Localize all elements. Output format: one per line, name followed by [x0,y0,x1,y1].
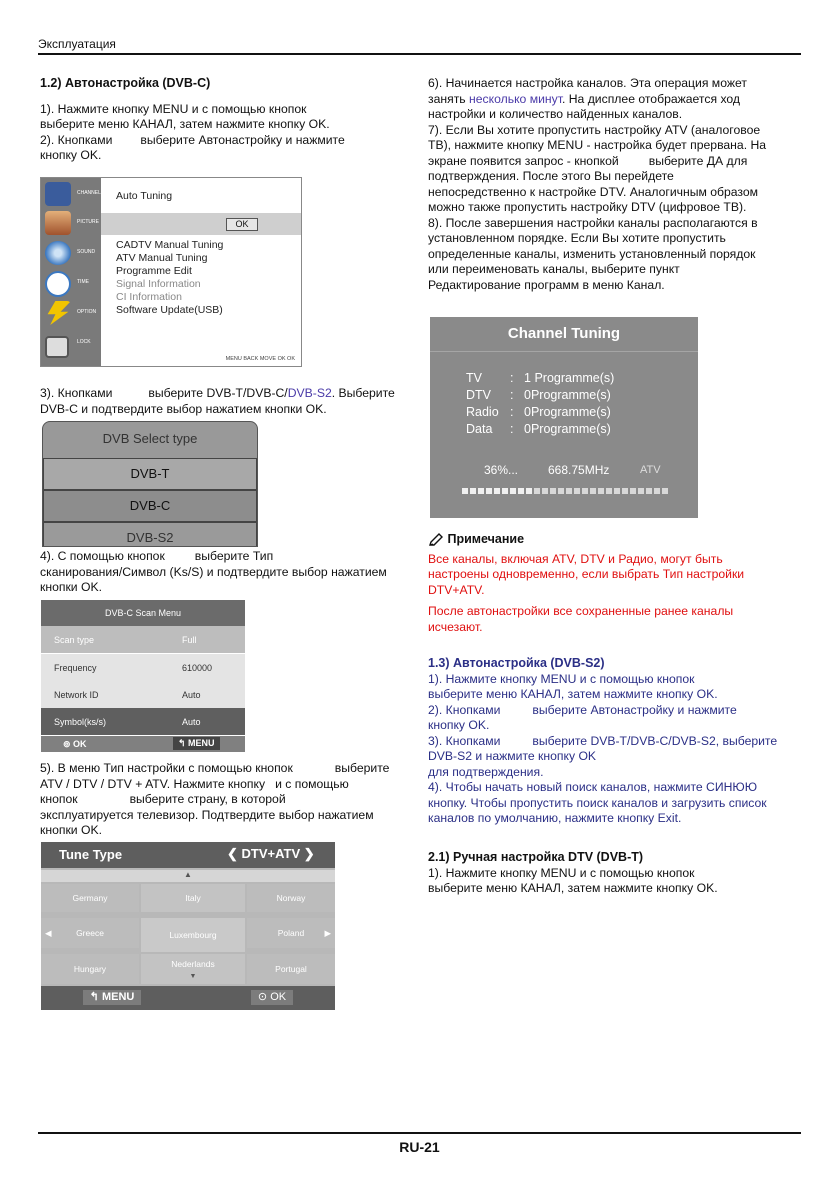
progress-segment [606,488,612,494]
step-7b: ТВ), нажмите кнопку MENU - настройка будет прервана. На [428,138,767,152]
country-cell: Portugal [247,954,335,984]
progress-segment [622,488,628,494]
chevron-right-icon: ❯ [300,846,315,861]
progress-segment [566,488,572,494]
step-1a: 1). Нажмите кнопку MENU и с помощью кнопок [40,101,307,116]
sidebar-item-lock: LOCK [43,330,101,358]
step-5e: кнопок [40,792,78,806]
note-block [428,532,803,635]
scan-row-selected [41,708,245,735]
tune-title: Tune Type [59,847,123,862]
step-8c: определенные каналы, изменить установленный порядок [428,246,756,261]
channel-row: DTV : 0Programme(s) [466,388,611,402]
country-cell: Hungary [41,954,139,984]
note-1b: настроены одновременно, если выбрать Тип настройки [428,567,745,581]
s2-step-4a: 4). Чтобы начать новый поиск каналов, нажмите СИНЮЮ [428,780,758,794]
page-header: Эксплуатация [38,37,116,51]
progress-segment [646,488,652,494]
step-4b: выберите Тип [194,549,274,563]
step-6e: настройки и количество найденных каналов. [428,107,683,121]
ok-hint-label: OK [270,991,287,1003]
band: ATV [640,464,661,476]
s2-step-3a: 3). Кнопками [428,733,501,748]
step-3e: DVB-C и подтвердите выбор нажатием кнопки OK. [40,401,327,416]
menu-item: CADTV Manual Tuning [116,239,224,251]
sidebar-item-sound: SOUND [43,240,101,268]
ok-hint [251,990,293,1005]
country-cell [41,918,139,948]
progress-segment [510,488,516,494]
country-cell: Norway [247,884,335,912]
menu-item: ATV Manual Tuning [116,252,208,264]
menu-item: Programme Edit [116,265,192,277]
dvb-select-dialog [42,421,258,547]
left-intro [40,76,410,164]
step-7f: непосредственно к настройке DTV. Аналогичным образом [428,184,759,199]
country-cell: Italy [141,884,245,912]
menu-sidebar [41,178,101,366]
scan-row [41,654,245,681]
progress-segment [630,488,636,494]
s2-step-2c: кнопку OK. [428,718,490,732]
sidebar-item-time: TIME [43,270,101,298]
country-label: Poland [277,928,305,938]
scan-row [41,626,245,653]
picture-icon [45,211,71,235]
step-4c: сканирования/Символ (Ks/S) и подтвердите выбор нажатием [40,564,387,579]
right-steps [428,76,803,293]
frequency: 668.75MHz [548,463,610,477]
lock-icon [45,336,69,358]
s2-step-3b: выберите DVB-T/DVB-C/DVB-S2, выберите [532,733,778,748]
ok-button: OK [226,218,258,231]
progress-segment [598,488,604,494]
chevron-left-icon: ❮ [227,846,242,861]
channel-row: TV : 1 Programme(s) [466,371,615,385]
note-1a: Все каналы, включая ATV, DTV и Радио, могут быть [428,551,723,566]
pencil-note-icon [428,533,444,547]
scan-key: Symbol(ks/s) [54,717,107,727]
step-5d: и с помощью [275,776,349,791]
step-5b: выберите [334,761,390,775]
progress-segment [574,488,580,494]
section-title-dvbs2: 1.3) Автонастройка (DVB-S2) [428,656,605,670]
menu-item-disabled: Signal Information [116,278,201,290]
up-arrow-icon: ▲ [41,870,335,882]
footer-rule [38,1132,801,1134]
progress-segment [542,488,548,494]
step-2b: выберите Автонастройку и нажмите [140,132,345,147]
step-4d: кнопки OK. [40,580,102,594]
progress-segment [478,488,484,494]
menu-hint [173,737,220,750]
menu-footer-hints: MENU BACK MOVE OK OK [225,356,295,362]
dvb-option: DVB-S2 [43,522,257,547]
progress-segment [590,488,596,494]
menu-icon: ↰ [178,738,189,748]
menu-hint-label: MENU [101,991,135,1003]
channel-tuning-title: Channel Tuning [507,325,621,342]
sound-icon [45,241,71,265]
step-6b: занять [428,91,466,106]
step-8d: или переименовать каналы, выберите пункт [428,262,680,276]
scan-footer [41,736,245,752]
s2-step-3c: DVB-S2 и нажмите кнопку OK [428,749,597,763]
page-number: RU-21 [399,1139,440,1155]
step-5h: кнопки OK. [40,823,102,837]
scan-key: Frequency [54,663,97,673]
scan-key: Network ID [54,690,99,700]
sidebar-item-channel: CHANNEL [43,181,101,209]
step-8e: Редактирование программ в меню Канал. [428,277,665,292]
dvb-option: DVB-T [43,458,257,490]
progress-segment [462,488,468,494]
progress-segment [582,488,588,494]
scan-value: 610000 [182,663,213,673]
step-3c: DVB-S2 [287,386,332,400]
step-1b: выберите меню КАНАЛ, затем нажмите кнопку OK. [40,117,330,131]
dvb-option-selected: DVB-C [43,490,257,522]
m-step-1a: 1). Нажмите кнопку MENU и с помощью кнопок [428,865,695,880]
step-5a: 5). В меню Тип настройки с помощью кнопок [40,761,293,775]
progress-segment [494,488,500,494]
s2-step-4c: каналов по умолчанию, нажмите кнопку Exit. [428,811,682,825]
clock-icon [45,271,71,297]
channel-menu-screenshot [40,177,302,367]
channel-tuning-screen [430,317,698,518]
ok-hint: ⊚ OK [63,739,87,749]
step-5f: выберите страну, в которой [129,792,286,806]
menu-hint [83,990,141,1005]
progress-segment [638,488,644,494]
section-title-dvbc: 1.2) Автонастройка (DVB-C) [40,76,211,90]
scan-value: Auto [182,690,201,700]
s2-step-3d: для подтверждения. [428,764,544,779]
country-label: Nederlands [171,959,215,969]
progress-segment [486,488,492,494]
m-step-1b: выберите меню КАНАЛ, затем нажмите кнопку OK. [428,881,718,895]
note-title: Примечание [447,532,525,546]
country-cell [141,954,245,984]
ok-circle-icon: ⊙ [257,991,271,1003]
tune-value-label: DTV+ATV [241,846,301,861]
title-divider [430,351,698,352]
country-cell: Germany [41,884,139,912]
step-6a: 6). Начинается настройка каналов. Эта операция может [428,76,747,90]
s2-step-1b: выберите меню КАНАЛ, затем нажмите кнопку OK. [428,687,718,701]
scan-key: Scan type [54,635,95,645]
step-5g: эксплуатируется телевизор. Подтвердите выбор нажатием [40,807,374,822]
left-step4 [40,549,415,596]
scan-menu-title: DVB-C Scan Menu [41,600,245,626]
note-2a: После автонастройки все сохраненные ранее каналы [428,604,734,618]
country-cell [247,918,335,948]
progress-segment [470,488,476,494]
channel-row: Data : 0Programme(s) [466,422,611,436]
progress-segment [662,488,668,494]
step-7c: экране появится запрос - кнопкой [428,153,619,168]
step-4a: 4). С помощью кнопок [40,549,165,563]
progress-segment [526,488,532,494]
progress-segment [518,488,524,494]
s2-step-1a: 1). Нажмите кнопку MENU и с помощью кнопок [428,671,695,686]
menu-item: Software Update(USB) [116,304,223,316]
dvb-select-title: DVB Select type [102,431,198,446]
sidebar-item-picture: PICTURE [43,210,101,238]
scan-row [41,681,245,708]
progress-segment [550,488,556,494]
section-title-manual-dtv: 2.1) Ручная настройка DTV (DVB-T) [428,850,644,864]
s2-step-2b: выберите Автонастройку и нажмите [532,702,737,717]
menu-item-disabled: CI Information [116,291,182,303]
progress-segment [534,488,540,494]
menu-icon: ↰ [89,991,102,1003]
dvbs2-block [428,656,803,827]
progress-percent: 36%... [484,463,519,477]
step-8b: установленном порядке. Если Вы хотите пропустить [428,231,726,245]
channel-row: Radio : 0Programme(s) [466,405,611,419]
note-2b: исчезают. [428,619,483,634]
note-1c: DTV+ATV. [428,582,485,597]
step-3b: выберите DVB-T/DVB-C/ [148,386,288,400]
step-7e: подтверждения. После этого Вы перейдете [428,169,674,183]
step-7a: 7). Если Вы хотите пропустить настройку ATV (аналоговое [428,122,761,137]
step-7d: выберите ДА для [648,153,748,168]
lightning-icon [45,301,71,325]
progress-segment [614,488,620,494]
step-3a: 3). Кнопками [40,386,113,400]
step-5c: ATV / DTV / DTV + ATV. Нажмите кнопку [40,776,266,791]
manual-dtv-block [428,850,803,897]
step-6c: несколько минут [469,91,562,106]
menu-auto-tuning: Auto Tuning [116,190,173,202]
header-rule [38,53,801,55]
country-label: Greece [76,928,104,938]
scan-value: Auto [182,717,201,727]
country-cell-selected: Luxembourg [141,918,245,952]
step-3d: . Выберите [331,386,395,400]
sidebar-item-option: OPTION [43,300,101,328]
left-arrow-icon: ◀ [45,928,52,938]
channel-icon [45,182,71,206]
scan-value: Full [182,635,197,645]
progress-segment [654,488,660,494]
left-step5 [40,761,415,839]
down-arrow-icon: ▼ [189,973,197,980]
left-step3 [40,386,412,417]
tune-value [227,846,315,862]
step-2a: 2). Кнопками [40,132,113,147]
progress-segment [558,488,564,494]
tune-type-screen [41,842,335,1010]
dvbc-scan-menu [41,600,245,752]
menu-hint-label: MENU [188,738,215,748]
tune-footer [41,986,335,1010]
ok-bar [101,213,301,235]
s2-step-2a: 2). Кнопками [428,702,501,717]
step-6d: . На дисплее отображается ход [561,91,741,106]
s2-step-4b: кнопку. Чтобы пропустить поиск каналов и загрузить список [428,795,767,810]
step-8a: 8). После завершения настройки каналы располагаются в [428,215,758,230]
progress-bar [462,488,670,494]
step-2c: кнопку OK. [40,148,102,162]
progress-segment [502,488,508,494]
tune-header [41,842,335,868]
step-7g: можно также пропустить настройку DTV (цифровое ТВ). [428,200,747,214]
right-arrow-icon: ▶ [324,928,331,938]
